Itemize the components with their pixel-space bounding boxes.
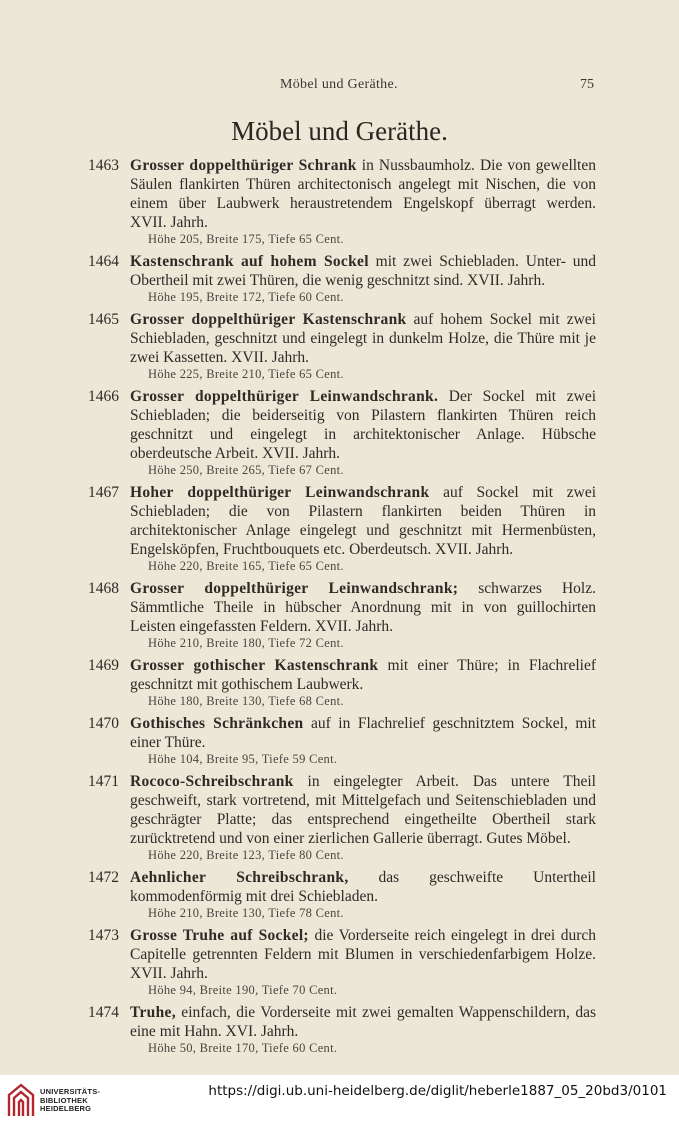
entry-heading: Grosse Truhe auf Sockel; — [130, 927, 309, 944]
entry-text — [130, 156, 596, 232]
catalog-entry — [88, 387, 596, 478]
entry-dimensions: Höhe 210, Breite 180, Tiefe 72 Cent. — [148, 636, 344, 650]
entry-dimensions: Höhe 180, Breite 130, Tiefe 68 Cent. — [148, 694, 344, 708]
library-name — [40, 1088, 100, 1114]
catalog-entry — [88, 926, 596, 998]
entry-dimensions: Höhe 220, Breite 123, Tiefe 80 Cent. — [148, 848, 344, 862]
entry-heading: Aehnlicher Schreibschrank, — [130, 869, 349, 886]
entry-heading: Hoher doppelthüriger Leinwandschrank — [130, 484, 430, 501]
entry-number: 1473 — [88, 927, 119, 944]
entry-body: einfach, die Vorderseite mit zwei gemalten Wappenschildern, das eine mit Hahn. XVI. Jahrh. — [130, 1004, 596, 1040]
entry-body: in eingelegter Arbeit. Das untere Theil geschweift, stark vortretend, mit Mittelgefach und Seitenschiebladen und geschrägter Platte; das entsprechend eingetheilte Obertheil stark zurücktretend und von einer zierlichen Gallerie überragt. Gutes Möbel. — [130, 773, 596, 847]
entry-number: 1472 — [88, 869, 119, 886]
entry-heading: Truhe, — [130, 1004, 176, 1021]
entry-body: schwarzes Holz. Sämmtliche Theile in hübscher Anordnung mit in von guillochirten Leisten eingefassten Feldern. XVII. Jahrh. — [130, 580, 596, 635]
entry-text — [130, 656, 596, 694]
library-line: HEIDELBERG — [40, 1104, 92, 1113]
entry-text — [130, 252, 596, 290]
footer-bar — [0, 1075, 679, 1126]
entry-heading: Grosser doppelthüriger Leinwandschrank. — [130, 388, 439, 405]
library-logo-icon — [6, 1083, 36, 1117]
source-url-link[interactable]: https://digi.ub.uni-heidelberg.de/diglit/heberle1887_05_20bd3/0101 — [208, 1083, 667, 1099]
entry-number: 1464 — [88, 253, 119, 270]
entry-body: auf in Flachrelief geschnitztem Sockel, mit einer Thüre. — [130, 715, 596, 751]
catalog-entry — [88, 579, 596, 651]
page-number: 75 — [580, 77, 594, 92]
entry-number: 1469 — [88, 657, 119, 674]
entry-text — [130, 310, 596, 367]
entry-heading: Grosser doppelthüriger Schrank — [130, 157, 357, 174]
entry-text — [130, 926, 596, 983]
catalog-entry — [88, 656, 596, 709]
entry-number: 1470 — [88, 715, 119, 732]
entry-dimensions: Höhe 94, Breite 190, Tiefe 70 Cent. — [148, 983, 338, 997]
entry-dimensions: Höhe 210, Breite 130, Tiefe 78 Cent. — [148, 906, 344, 920]
entry-text — [130, 579, 596, 636]
entry-heading: Grosser doppelthüriger Kastenschrank — [130, 311, 407, 328]
catalog-entry — [88, 868, 596, 921]
library-line: BIBLIOTHEK — [40, 1095, 88, 1105]
entry-number: 1471 — [88, 773, 119, 790]
entry-dimensions: Höhe 50, Breite 170, Tiefe 60 Cent. — [148, 1041, 338, 1055]
catalog-entry — [88, 714, 596, 767]
entry-number: 1463 — [88, 157, 119, 174]
entry-text — [130, 483, 596, 559]
page-header — [130, 77, 594, 97]
catalog-entry — [88, 483, 596, 574]
entry-heading: Rococo-Schreibschrank — [130, 773, 294, 790]
page-title: Möbel und Geräthe. — [231, 116, 448, 146]
entry-text — [130, 772, 596, 848]
entry-body: die Vorderseite reich eingelegt in drei durch Capitelle getrennten Feldern mit Blumen in verschiedenfarbigem Holze. XVII. Jahrh. — [130, 927, 596, 982]
catalog-entry — [88, 310, 596, 382]
entry-text — [130, 868, 596, 906]
entry-dimensions: Höhe 220, Breite 165, Tiefe 65 Cent. — [148, 559, 344, 573]
entry-dimensions: Höhe 104, Breite 95, Tiefe 59 Cent. — [148, 752, 338, 766]
catalog-entry — [88, 772, 596, 863]
entry-number: 1468 — [88, 580, 119, 597]
entry-number: 1474 — [88, 1004, 119, 1021]
running-title: Möbel und Geräthe. — [280, 77, 398, 92]
entry-heading: Grosser doppelthüriger Leinwandschrank; — [130, 580, 459, 597]
entry-dimensions: Höhe 195, Breite 172, Tiefe 60 Cent. — [148, 290, 344, 304]
entry-number: 1465 — [88, 311, 119, 328]
entry-number: 1466 — [88, 388, 119, 405]
entry-body: in Nussbaumholz. Die von gewellten Säulen flankirten Thüren architectonisch angelegt mit Nischen, die von einem über Laubwerk heraustretendem Engelskopf überragt werden. XVII. Jahrh. — [130, 157, 596, 231]
entry-text — [130, 387, 596, 463]
entry-dimensions: Höhe 205, Breite 175, Tiefe 65 Cent. — [148, 232, 344, 246]
entry-body: Der Sockel mit zwei Schiebladen; die beiderseitig von Pilastern flankirten Thüren reich geschnitzt und eingelegt in architektonischer Anlage. Hübsche oberdeutsche Arbeit. XVII. Jahrh. — [130, 388, 597, 462]
entry-body: mit zwei Schiebladen. Unter- und Obertheil mit zwei Thüren, die wenig geschnitzt sind. XVII. Jahrh. — [130, 253, 596, 289]
catalog-entries — [88, 156, 596, 1061]
entry-dimensions: Höhe 225, Breite 210, Tiefe 65 Cent. — [148, 367, 344, 381]
entry-dimensions: Höhe 250, Breite 265, Tiefe 67 Cent. — [148, 463, 344, 477]
entry-heading: Gothisches Schränkchen — [130, 715, 304, 732]
entry-heading: Kastenschrank auf hohem Sockel — [130, 253, 369, 270]
entry-heading: Grosser gothischer Kastenschrank — [130, 657, 379, 674]
catalog-entry — [88, 252, 596, 305]
entry-body: auf hohem Sockel mit zwei Schiebladen, geschnitzt und eingelegt in dunkelm Holze, die Thüre mit je zwei Kassetten. XVII. Jahrh. — [130, 311, 596, 366]
entry-text — [130, 714, 596, 752]
catalog-entry — [88, 156, 596, 247]
entry-body: mit einer Thüre; in Flachrelief geschnitzt mit gothischem Laubwerk. — [130, 657, 596, 693]
entry-number: 1467 — [88, 484, 119, 501]
entry-body: auf Sockel mit zwei Schiebladen; die von Pilastern flankirten beiden Thüren in architektonischer Anlage eingelegt und geschnitzt mit Hermenbüsten, Engelsköpfen, Fruchtbouquets etc. Oberdeutsch. XVII. Jahrh. — [130, 484, 596, 558]
catalog-entry — [88, 1003, 596, 1056]
entry-text — [130, 1003, 596, 1041]
entry-body: das geschweifte Untertheil kommodenförmig mit drei Schiebladen. — [130, 869, 596, 905]
library-line: UNIVERSITÄTS- — [40, 1087, 101, 1096]
